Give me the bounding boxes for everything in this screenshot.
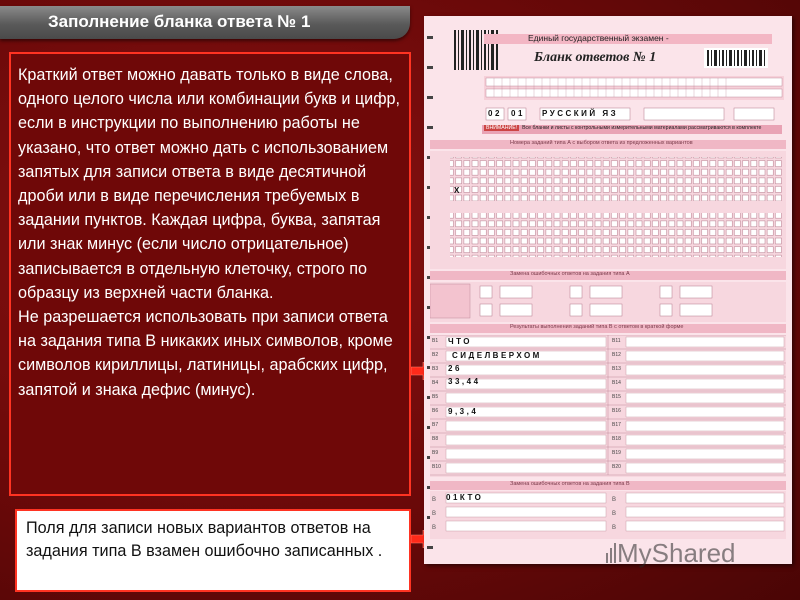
region-code: 02 — [488, 109, 502, 118]
section-a-title: Номера заданий типа А с выбором ответа из предложенных вариантов — [510, 140, 693, 146]
slide-title-bar — [0, 6, 410, 39]
main-text-paragraph-1: Краткий ответ можно давать только в виде слова, одного целого числа или комбинации букв и цифр, если в инструкции по выполнению работы не указано, что ответ можно дать с использованием запятых для записи ответа в виде десятичной дроби или в виде перечисления требуемых в задании пунктов. Каждая цифра, буква, запятая или знак минус (если число отрицательное) записывается в отдельную клеточку, строго по образцу из верхней части бланка. — [18, 66, 401, 302]
warning-tag: ВНИМАНИЕ! — [486, 125, 518, 131]
b-label: B10 — [432, 464, 441, 470]
b-label: B13 — [612, 366, 621, 372]
section-b-band — [430, 324, 786, 333]
main-text-box — [9, 52, 411, 496]
b-label: B16 — [612, 408, 621, 414]
svg-text:B: B — [432, 525, 437, 531]
b-label: B11 — [612, 338, 621, 344]
answer-b3: 26 — [448, 364, 462, 373]
answer-sheet — [424, 16, 792, 564]
b-label: B14 — [612, 380, 621, 386]
b-label: B15 — [612, 394, 621, 400]
main-text-paragraph-2: Не разрешается использовать при записи ответа на задания типа В никаких иных символов, кроме символов кириллицы, латиницы, арабских цифр, запятой и знака дефис (минус). — [18, 308, 393, 399]
bottom-text-box — [15, 509, 411, 592]
b-label: B1 — [432, 338, 439, 344]
form-name: Бланк ответов № 1 — [534, 50, 657, 65]
slide-title: Заполнение бланка ответа № 1 — [48, 12, 311, 31]
b-label: B12 — [612, 352, 621, 358]
main-text-content — [18, 63, 408, 402]
section-b-title: Результаты выполнения заданий типа В с ответом в краткой форме — [510, 324, 684, 330]
subject-name: РУССКИЙ ЯЗ — [542, 109, 619, 118]
b-label: B2 — [432, 352, 439, 358]
warning-band — [482, 125, 782, 134]
barcode-icon — [704, 48, 768, 68]
bottom-text: Поля для записи новых вариантов ответов на задания типа В взамен ошибочно записанных . — [26, 519, 383, 560]
b-label: B6 — [432, 408, 439, 414]
code-fields — [484, 102, 784, 122]
replace-b-grid — [430, 491, 786, 539]
answer-b2: СИДЕЛВЕРХОМ — [452, 351, 542, 360]
answer-b6: 9,3,4 — [448, 407, 479, 416]
svg-text:B: B — [612, 511, 617, 517]
svg-text:B: B — [432, 511, 437, 517]
section-replace-a-band — [430, 271, 786, 280]
section-replace-b-band — [430, 481, 786, 490]
svg-text:B: B — [612, 525, 617, 531]
b-label: B7 — [432, 422, 439, 428]
svg-text:X: X — [454, 186, 460, 195]
section-a-band — [430, 140, 786, 149]
svg-text:B: B — [612, 497, 617, 503]
chart-logo-icon — [606, 543, 616, 563]
section-replace-b-title: Замена ошибочных ответов на задания типа В — [510, 481, 630, 487]
replace-a-grid — [430, 282, 786, 322]
subject-code: 01 — [511, 109, 525, 118]
b-label: B5 — [432, 394, 439, 400]
b-label: B8 — [432, 436, 439, 442]
b-label: B19 — [612, 450, 621, 456]
svg-text:B: B — [432, 497, 437, 503]
answer-replace-1: 01КТО — [446, 493, 484, 502]
b-label: B4 — [432, 380, 439, 386]
section-replace-a-title: Замена ошибочных ответов на задания типа А — [510, 271, 630, 277]
b-label: B18 — [612, 436, 621, 442]
b-label: B20 — [612, 464, 621, 470]
section-a-grid — [430, 151, 786, 269]
b-label: B17 — [612, 422, 621, 428]
answer-b4: 33,44 — [448, 377, 481, 386]
answer-b1: ЧТО — [448, 337, 473, 346]
watermark: MyShared — [617, 538, 736, 568]
exam-title: Единый государственный экзамен - — [528, 33, 669, 43]
b-label: B3 — [432, 366, 439, 372]
warning-text: Все бланки и листы с контрольными измерительными материалами рассматриваются в комплекте — [522, 125, 762, 131]
b-label: B9 — [432, 450, 439, 456]
sample-character-grid — [484, 76, 784, 100]
